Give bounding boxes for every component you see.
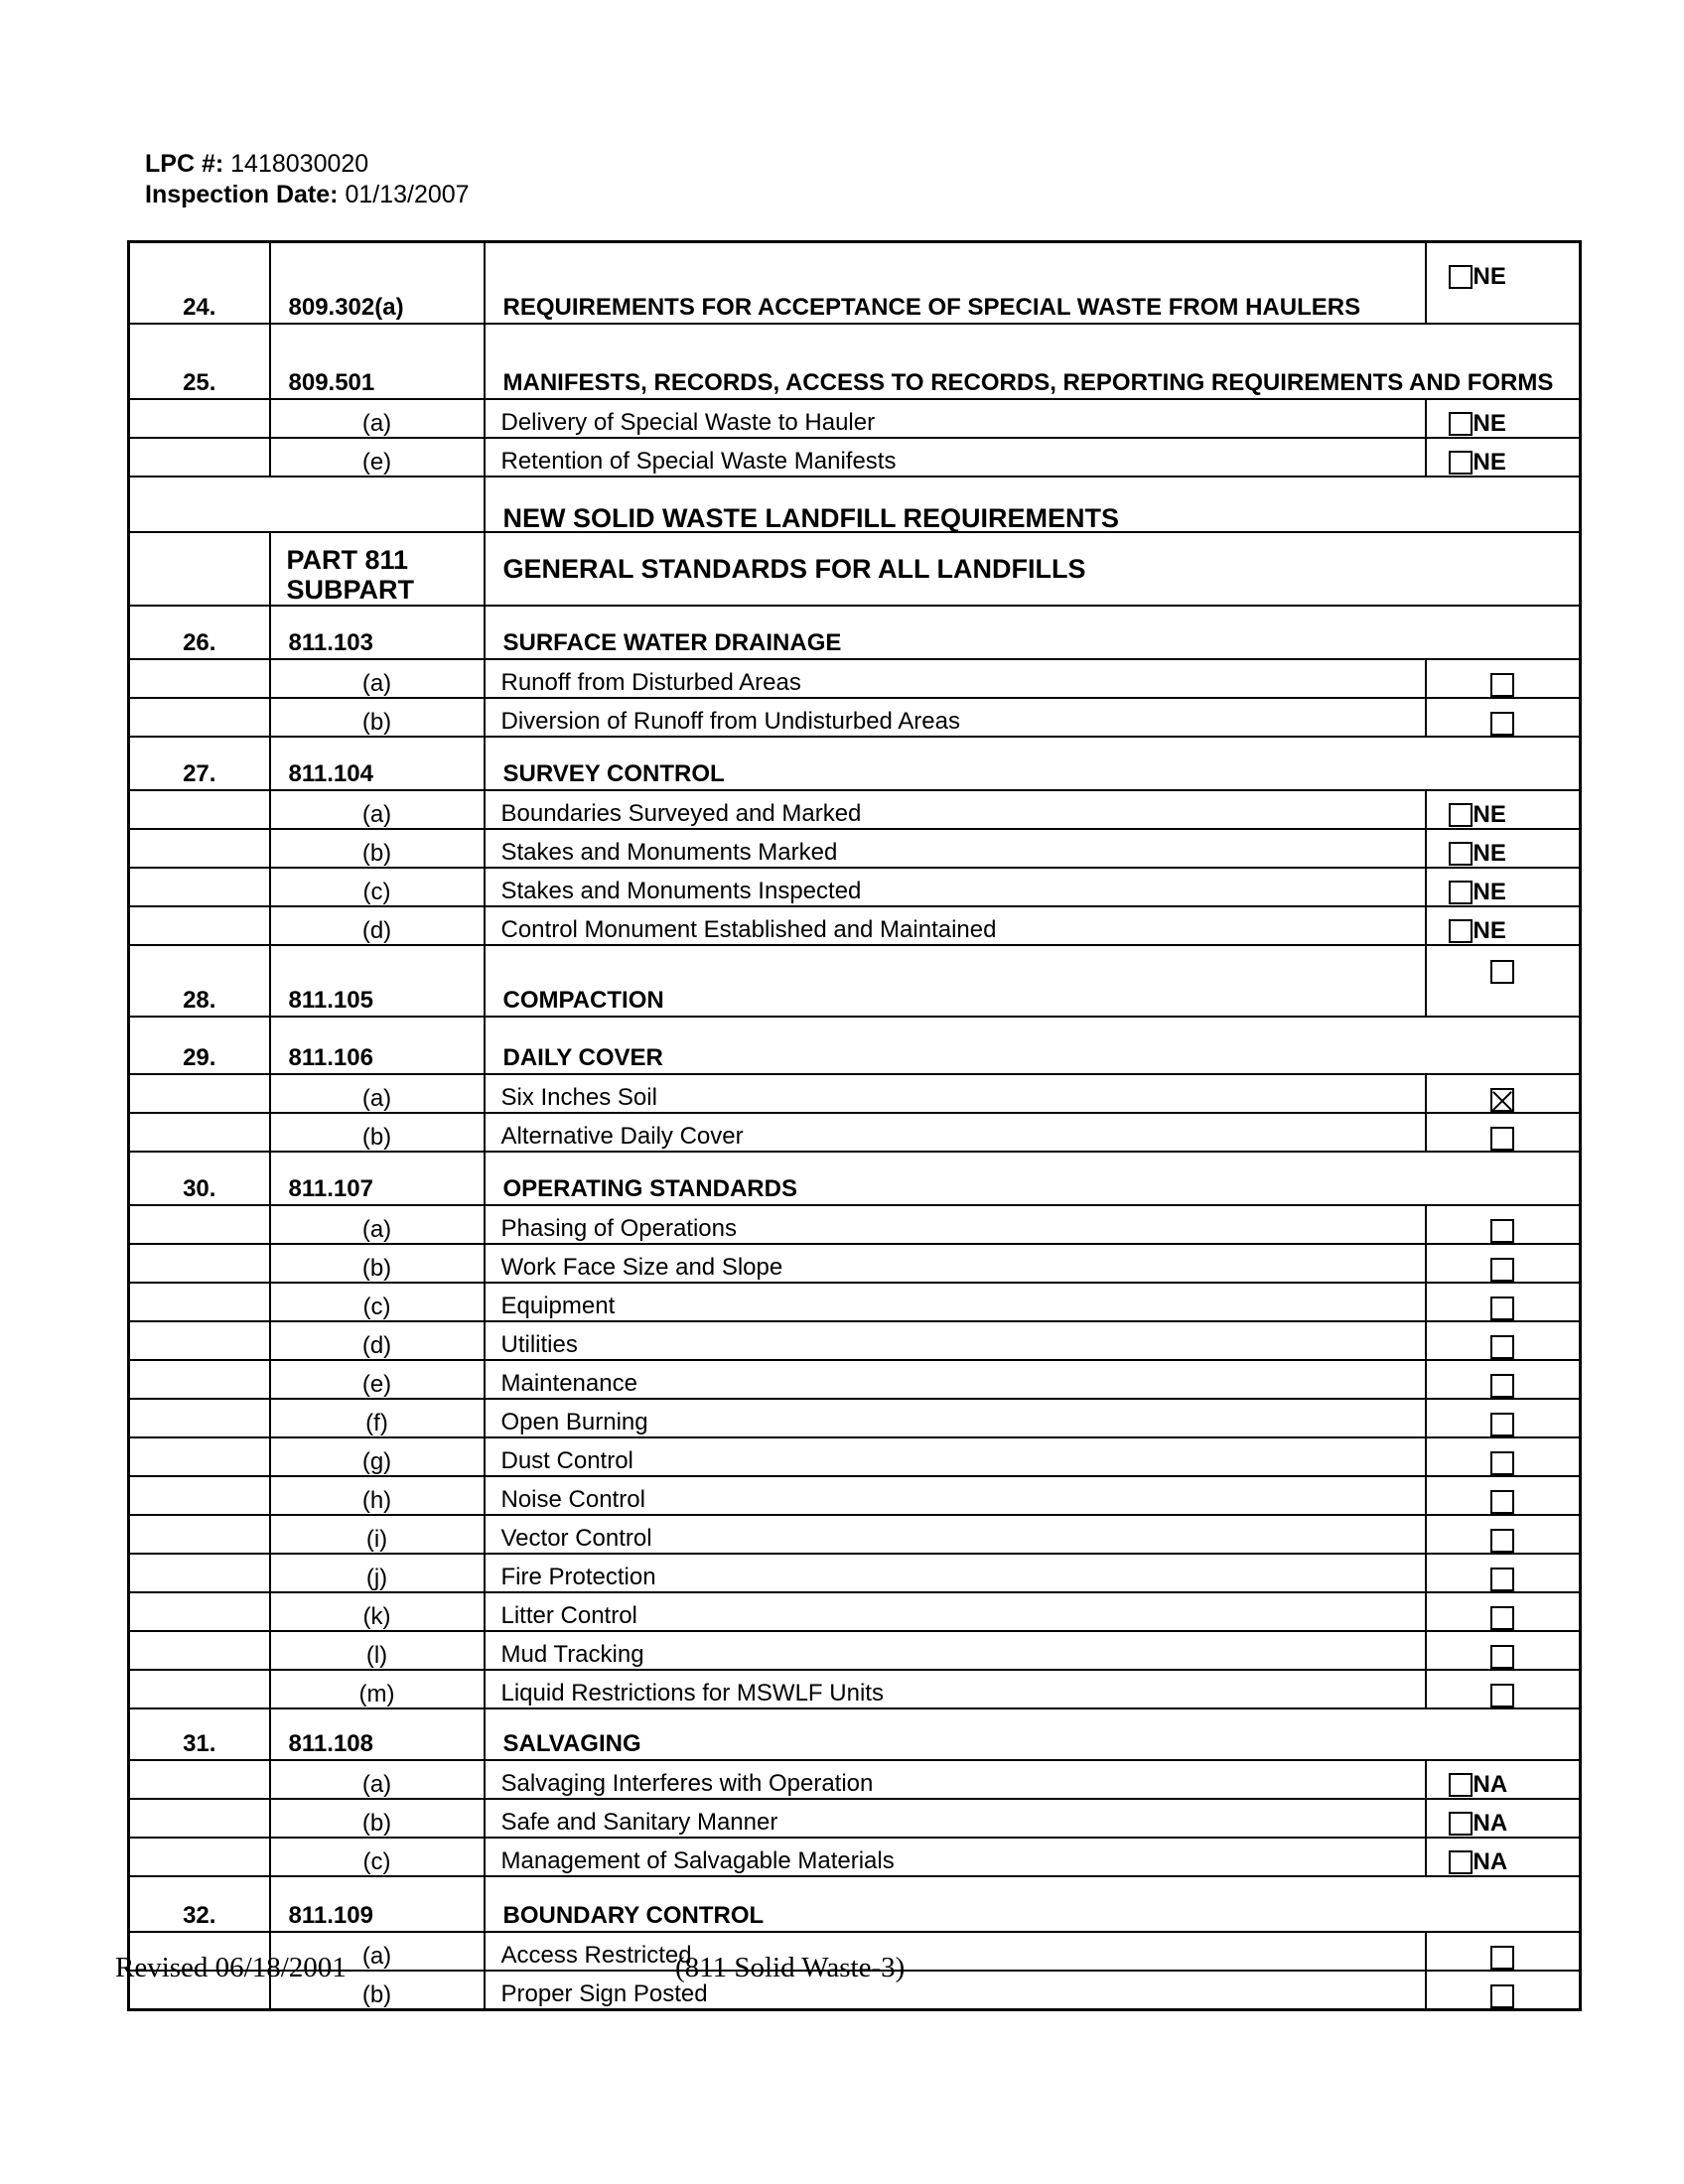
item-description: Proper Sign Posted bbox=[485, 1971, 1426, 2010]
check-cell bbox=[1426, 1760, 1581, 1799]
table-row bbox=[129, 1760, 1581, 1799]
item-number: 32. bbox=[129, 1876, 270, 1932]
ne-label: NE bbox=[1473, 801, 1506, 828]
table-row bbox=[129, 1321, 1581, 1360]
check-cell bbox=[1426, 1554, 1581, 1592]
checkbox[interactable] bbox=[1490, 1490, 1514, 1514]
checkbox[interactable] bbox=[1490, 1529, 1514, 1553]
item-description: Delivery of Special Waste to Hauler bbox=[485, 399, 1426, 438]
item-title: SALVAGING bbox=[485, 1708, 1581, 1760]
check-cell bbox=[1426, 906, 1581, 945]
table-row bbox=[129, 532, 1581, 606]
checkbox[interactable] bbox=[1490, 1127, 1514, 1151]
item-description: Utilities bbox=[485, 1321, 1426, 1360]
table-row bbox=[129, 1631, 1581, 1670]
check-cell bbox=[1426, 1670, 1581, 1708]
check-cell bbox=[1426, 1631, 1581, 1670]
sub-letter: (c) bbox=[270, 868, 485, 906]
item-description: Litter Control bbox=[485, 1592, 1426, 1631]
item-title: REQUIREMENTS FOR ACCEPTANCE OF SPECIAL WASTE FROM HAULERS bbox=[485, 242, 1426, 325]
table-row bbox=[129, 1592, 1581, 1631]
item-title: BOUNDARY CONTROL bbox=[485, 1876, 1581, 1932]
table-row bbox=[129, 829, 1581, 868]
checkbox[interactable] bbox=[1490, 1335, 1514, 1359]
item-description: Safe and Sanitary Manner bbox=[485, 1799, 1426, 1838]
item-description: Salvaging Interferes with Operation bbox=[485, 1760, 1426, 1799]
item-description: Management of Salvagable Materials bbox=[485, 1838, 1426, 1876]
checkbox[interactable] bbox=[1449, 842, 1473, 866]
item-description: Open Burning bbox=[485, 1399, 1426, 1437]
checkbox[interactable] bbox=[1449, 412, 1473, 436]
part-label: PART 811 SUBPART bbox=[270, 532, 485, 606]
section-code: 811.104 bbox=[270, 737, 485, 790]
item-description: Diversion of Runoff from Undisturbed Areas bbox=[485, 698, 1426, 737]
sub-letter: (l) bbox=[270, 1631, 485, 1670]
item-title: SURVEY CONTROL bbox=[485, 737, 1581, 790]
checkbox[interactable] bbox=[1449, 451, 1473, 475]
item-number: 25. bbox=[129, 324, 270, 399]
section-code: 811.105 bbox=[270, 945, 485, 1017]
table-row bbox=[129, 1399, 1581, 1437]
check-cell bbox=[1426, 1399, 1581, 1437]
table-row bbox=[129, 1838, 1581, 1876]
item-description: Vector Control bbox=[485, 1515, 1426, 1554]
sub-letter: (a) bbox=[270, 790, 485, 829]
sub-letter: (c) bbox=[270, 1838, 485, 1876]
checkbox[interactable] bbox=[1490, 1684, 1514, 1707]
item-number: 30. bbox=[129, 1152, 270, 1205]
checkbox[interactable] bbox=[1490, 1451, 1514, 1475]
section-code: 811.109 bbox=[270, 1876, 485, 1932]
section-code: 811.108 bbox=[270, 1708, 485, 1760]
checkbox[interactable] bbox=[1449, 1812, 1473, 1836]
sub-letter: (a) bbox=[270, 1074, 485, 1113]
sub-letter: (b) bbox=[270, 1244, 485, 1283]
checkbox[interactable] bbox=[1449, 803, 1473, 827]
sub-letter: (a) bbox=[270, 399, 485, 438]
item-description: Stakes and Monuments Marked bbox=[485, 829, 1426, 868]
table-row bbox=[129, 1476, 1581, 1515]
check-cell bbox=[1426, 242, 1581, 325]
item-description: Phasing of Operations bbox=[485, 1205, 1426, 1244]
table-row bbox=[129, 1799, 1581, 1838]
sub-letter: (a) bbox=[270, 1205, 485, 1244]
checkbox[interactable] bbox=[1490, 1645, 1514, 1669]
inspection-date-value: 01/13/2007 bbox=[345, 181, 470, 208]
sub-letter: (a) bbox=[270, 659, 485, 698]
check-cell bbox=[1426, 1515, 1581, 1554]
table-row bbox=[129, 790, 1581, 829]
sub-letter: (h) bbox=[270, 1476, 485, 1515]
checkbox[interactable] bbox=[1490, 1946, 1514, 1970]
item-description: Control Monument Established and Maintained bbox=[485, 906, 1426, 945]
sub-letter: (a) bbox=[270, 1932, 485, 1971]
ne-label: NE bbox=[1473, 449, 1506, 476]
item-description: Fire Protection bbox=[485, 1554, 1426, 1592]
part-title: GENERAL STANDARDS FOR ALL LANDFILLS bbox=[485, 532, 1581, 606]
checkbox[interactable] bbox=[1490, 960, 1514, 984]
check-cell bbox=[1426, 829, 1581, 868]
item-number: 29. bbox=[129, 1017, 270, 1074]
item-title: SURFACE WATER DRAINAGE bbox=[485, 606, 1581, 659]
check-cell bbox=[1426, 945, 1581, 1017]
sub-letter: (e) bbox=[270, 438, 485, 477]
item-description: Noise Control bbox=[485, 1476, 1426, 1515]
table-row bbox=[129, 868, 1581, 906]
table-row bbox=[129, 477, 1581, 532]
checkbox[interactable] bbox=[1490, 1984, 1514, 2008]
table-row bbox=[129, 438, 1581, 477]
sub-letter: (f) bbox=[270, 1399, 485, 1437]
inspection-checklist-table bbox=[127, 240, 1582, 2011]
checkbox[interactable] bbox=[1490, 1413, 1514, 1436]
item-number: 31. bbox=[129, 1708, 270, 1760]
sub-letter: (c) bbox=[270, 1283, 485, 1321]
revised-date: Revised 06/18/2001 bbox=[115, 1952, 347, 1983]
item-number: 27. bbox=[129, 737, 270, 790]
table-row bbox=[129, 1113, 1581, 1152]
check-cell bbox=[1426, 1074, 1581, 1113]
sub-letter: (d) bbox=[270, 1321, 485, 1360]
check-cell bbox=[1426, 1205, 1581, 1244]
item-description: Access Restricted bbox=[485, 1932, 1426, 1971]
sub-letter: (m) bbox=[270, 1670, 485, 1708]
item-description: Mud Tracking bbox=[485, 1631, 1426, 1670]
lpc-line bbox=[145, 149, 368, 179]
check-cell bbox=[1426, 868, 1581, 906]
sub-letter: (b) bbox=[270, 1971, 485, 2010]
table-row bbox=[129, 737, 1581, 790]
na-label: NA bbox=[1473, 1810, 1508, 1837]
check-cell bbox=[1426, 1360, 1581, 1399]
item-description: Maintenance bbox=[485, 1360, 1426, 1399]
checkbox[interactable] bbox=[1490, 1568, 1514, 1591]
table-row bbox=[129, 1205, 1581, 1244]
item-description: Alternative Daily Cover bbox=[485, 1113, 1426, 1152]
table-row bbox=[129, 1283, 1581, 1321]
item-description: Stakes and Monuments Inspected bbox=[485, 868, 1426, 906]
ne-label: NE bbox=[1473, 917, 1506, 944]
check-cell bbox=[1426, 399, 1581, 438]
checkbox[interactable] bbox=[1490, 1258, 1514, 1282]
sub-letter: (j) bbox=[270, 1554, 485, 1592]
check-cell bbox=[1426, 1592, 1581, 1631]
table-row bbox=[129, 1074, 1581, 1113]
checkbox[interactable] bbox=[1490, 712, 1514, 736]
section-code: 811.103 bbox=[270, 606, 485, 659]
table-row bbox=[129, 1554, 1581, 1592]
table-row bbox=[129, 1437, 1581, 1476]
sub-letter: (d) bbox=[270, 906, 485, 945]
section-banner: NEW SOLID WASTE LANDFILL REQUIREMENTS bbox=[485, 477, 1581, 532]
checkbox[interactable] bbox=[1490, 673, 1514, 697]
section-code: 811.106 bbox=[270, 1017, 485, 1074]
table-row bbox=[129, 1152, 1581, 1205]
check-cell bbox=[1426, 1971, 1581, 2010]
table-row bbox=[129, 1244, 1581, 1283]
item-number: 24. bbox=[129, 242, 270, 325]
table-row bbox=[129, 1360, 1581, 1399]
lpc-label: LPC #: bbox=[145, 150, 224, 178]
section-code: 811.107 bbox=[270, 1152, 485, 1205]
sub-letter: (b) bbox=[270, 829, 485, 868]
item-title: OPERATING STANDARDS bbox=[485, 1152, 1581, 1205]
check-cell bbox=[1426, 1437, 1581, 1476]
item-description: Retention of Special Waste Manifests bbox=[485, 438, 1426, 477]
check-cell bbox=[1426, 659, 1581, 698]
checked-checkbox[interactable] bbox=[1490, 1088, 1514, 1112]
check-cell bbox=[1426, 1244, 1581, 1283]
ne-label: NE bbox=[1473, 879, 1506, 905]
section-code: 809.302(a) bbox=[270, 242, 485, 325]
item-number: 28. bbox=[129, 945, 270, 1017]
page-label: (811 Solid Waste-3) bbox=[675, 1952, 906, 1983]
check-cell bbox=[1426, 698, 1581, 737]
na-label: NA bbox=[1473, 1771, 1508, 1798]
check-cell bbox=[1426, 1113, 1581, 1152]
item-description: Equipment bbox=[485, 1283, 1426, 1321]
item-description: Boundaries Surveyed and Marked bbox=[485, 790, 1426, 829]
section-code: 809.501 bbox=[270, 324, 485, 399]
sub-letter: (b) bbox=[270, 1799, 485, 1838]
check-cell bbox=[1426, 1476, 1581, 1515]
check-cell bbox=[1426, 1321, 1581, 1360]
item-number: 26. bbox=[129, 606, 270, 659]
item-description: Work Face Size and Slope bbox=[485, 1244, 1426, 1283]
na-label: NA bbox=[1473, 1848, 1508, 1875]
sub-letter: (a) bbox=[270, 1760, 485, 1799]
checkbox[interactable] bbox=[1449, 265, 1473, 289]
item-description: Dust Control bbox=[485, 1437, 1426, 1476]
table-row bbox=[129, 659, 1581, 698]
checkbox[interactable] bbox=[1449, 881, 1473, 904]
check-cell bbox=[1426, 790, 1581, 829]
inspection-date-label: Inspection Date: bbox=[145, 181, 339, 208]
sub-letter: (k) bbox=[270, 1592, 485, 1631]
item-title: COMPACTION bbox=[485, 945, 1426, 1017]
check-cell bbox=[1426, 1932, 1581, 1971]
check-cell bbox=[1426, 1799, 1581, 1838]
table-row bbox=[129, 1017, 1581, 1074]
inspection-date-line bbox=[145, 180, 470, 209]
ne-label: NE bbox=[1473, 262, 1506, 290]
checkbox[interactable] bbox=[1449, 1850, 1473, 1874]
check-cell bbox=[1426, 1838, 1581, 1876]
item-title: DAILY COVER bbox=[485, 1017, 1581, 1074]
checkbox[interactable] bbox=[1490, 1297, 1514, 1320]
item-title: MANIFESTS, RECORDS, ACCESS TO RECORDS, REPORTING REQUIREMENTS AND FORMS bbox=[485, 324, 1581, 399]
ne-label: NE bbox=[1473, 840, 1506, 867]
table-row bbox=[129, 906, 1581, 945]
table-row bbox=[129, 945, 1581, 1017]
table-row bbox=[129, 399, 1581, 438]
table-row bbox=[129, 1670, 1581, 1708]
ne-label: NE bbox=[1473, 410, 1506, 437]
lpc-value: 1418030020 bbox=[230, 150, 369, 178]
table-row bbox=[129, 1515, 1581, 1554]
sub-letter: (b) bbox=[270, 1113, 485, 1152]
table-row bbox=[129, 1708, 1581, 1760]
item-description: Liquid Restrictions for MSWLF Units bbox=[485, 1670, 1426, 1708]
check-cell bbox=[1426, 1283, 1581, 1321]
table-row bbox=[129, 1876, 1581, 1932]
checkbox[interactable] bbox=[1449, 1773, 1473, 1797]
sub-letter: (g) bbox=[270, 1437, 485, 1476]
item-description: Runoff from Disturbed Areas bbox=[485, 659, 1426, 698]
table-row bbox=[129, 242, 1581, 325]
checkbox[interactable] bbox=[1490, 1219, 1514, 1243]
table-row bbox=[129, 606, 1581, 659]
checkbox[interactable] bbox=[1490, 1606, 1514, 1630]
sub-letter: (e) bbox=[270, 1360, 485, 1399]
checkbox[interactable] bbox=[1490, 1374, 1514, 1398]
sub-letter: (i) bbox=[270, 1515, 485, 1554]
sub-letter: (b) bbox=[270, 698, 485, 737]
item-description: Six Inches Soil bbox=[485, 1074, 1426, 1113]
table-row bbox=[129, 324, 1581, 399]
checkbox[interactable] bbox=[1449, 919, 1473, 943]
check-cell bbox=[1426, 438, 1581, 477]
table-row bbox=[129, 698, 1581, 737]
